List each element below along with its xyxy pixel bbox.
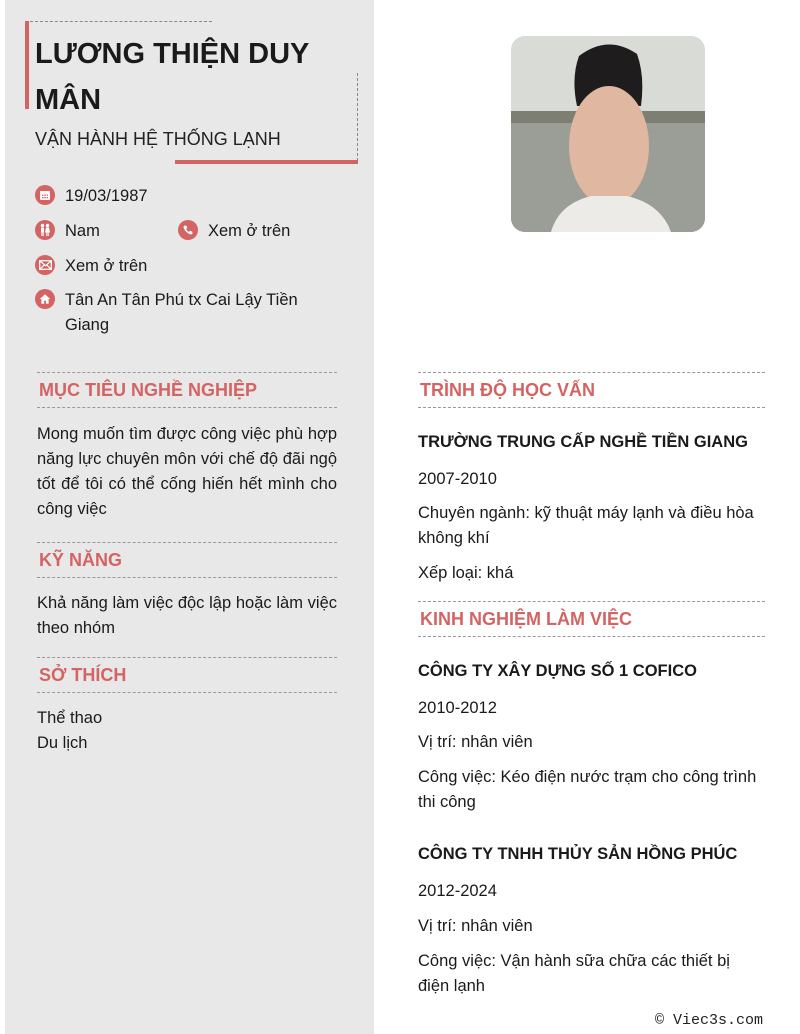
section-title-hobbies: SỞ THÍCH — [37, 657, 337, 693]
email-value: Xem ở trên — [65, 257, 148, 275]
gender-icon — [35, 220, 55, 240]
job-duty: Công việc: Vận hành sữa chữa các thiết bị điện lạnh — [418, 952, 730, 995]
address-value-line2: Giang — [65, 316, 110, 334]
address-value-line1: Tân An Tân Phú tx Cai Lậy Tiền — [65, 291, 298, 309]
decorative-dashed-line — [30, 21, 212, 22]
job-duty: Công việc: Kéo điện nước trạm cho công trình thi công — [418, 768, 757, 811]
job-company: CÔNG TY XÂY DỰNG SỐ 1 COFICO — [418, 662, 697, 680]
job-period: 2012-2024 — [418, 882, 497, 900]
job-title: VẬN HÀNH HỆ THỐNG LẠNH — [35, 129, 281, 149]
education-rank: Xếp loại: khá — [418, 564, 514, 582]
section-title-experience: KINH NGHIỆM LÀM VIỆC — [418, 601, 765, 637]
school-name: TRƯỜNG TRUNG CẤP NGHỀ TIỀN GIANG — [418, 433, 748, 451]
decorative-accent-bar — [25, 21, 29, 109]
job-position: Vị trí: nhân viên — [418, 733, 533, 751]
decorative-dashed-line — [357, 73, 358, 161]
phone-icon — [178, 220, 198, 240]
profile-photo — [511, 36, 705, 232]
section-title-education: TRÌNH ĐỘ HỌC VẤN — [418, 372, 765, 408]
section-title-skills: KỸ NĂNG — [37, 542, 337, 578]
calendar-icon — [35, 185, 55, 205]
candidate-name: LƯƠNG THIỆN DUY MÂN — [35, 38, 309, 116]
home-icon — [35, 289, 55, 309]
gender-value: Nam — [65, 222, 100, 240]
job-period: 2010-2012 — [418, 699, 497, 717]
hobby-item: Du lịch — [37, 734, 88, 752]
job-company: CÔNG TY TNHH THỦY SẢN HỒNG PHÚC — [418, 845, 738, 863]
job-position: Vị trí: nhân viên — [418, 917, 533, 935]
phone-value: Xem ở trên — [208, 222, 291, 240]
objective-text: Mong muốn tìm được công việc phù hợp năng lực chuyên môn với chế độ đãi ngộ tốt để tôi có thể cống hiến hết mình cho công việc — [37, 425, 337, 518]
name-block — [25, 21, 358, 164]
decorative-accent-bar — [175, 160, 358, 164]
education-major: Chuyên ngành: kỹ thuật máy lạnh và điều hòa không khí — [418, 504, 754, 547]
hobbies-list — [37, 706, 337, 756]
copyright-footer: © Viec3s.com — [654, 1012, 763, 1029]
birthday-value: 19/03/1987 — [65, 187, 148, 205]
section-title-objective: MỤC TIÊU NGHỀ NGHIỆP — [37, 372, 337, 408]
education-period: 2007-2010 — [418, 470, 497, 488]
hobby-item: Thể thao — [37, 709, 103, 727]
envelope-icon — [35, 255, 55, 275]
skills-text: Khả năng làm việc độc lập hoặc làm việc theo nhóm — [37, 594, 337, 637]
